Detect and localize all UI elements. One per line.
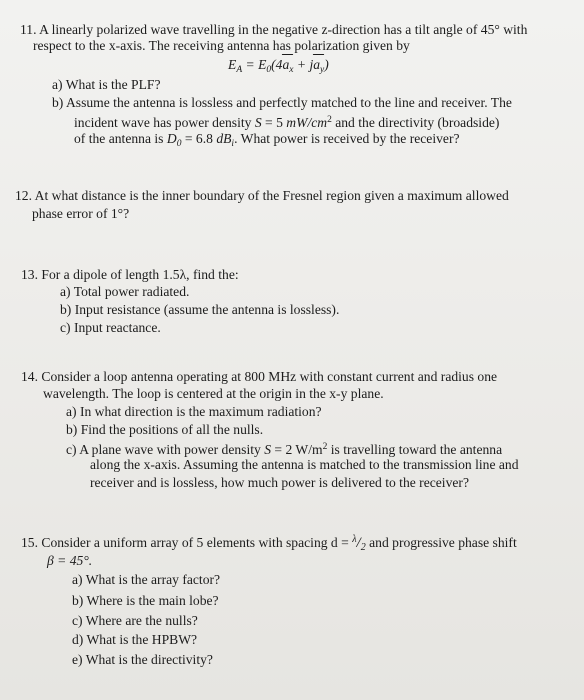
- q13-part-b: b) Input resistance (assume the antenna is lossless).: [60, 302, 340, 317]
- q13-part-c: c) Input reactance.: [60, 320, 161, 335]
- q14-part-b: b) Find the positions of all the nulls.: [66, 422, 264, 437]
- q15-part-e: e) What is the directivity?: [72, 652, 213, 667]
- q15-part-c: c) Where are the nulls?: [72, 613, 198, 628]
- q14-part-c-line-3: receiver and is lossless, how much power is delivered to the receiver?: [90, 475, 469, 490]
- q14-line-1: 14. Consider a loop antenna operating at 800 MHz with constant current and radius one: [21, 369, 498, 384]
- q11-part-b-line-3: of the antenna is $D_0 = 6.8$ $dB_i$. What power is received by the receiver?: [74, 131, 460, 149]
- q12-line-2: phase error of 1°?: [32, 206, 130, 221]
- q15-part-a: a) What is the array factor?: [72, 572, 221, 587]
- q12-line-1: 12. At what distance is the inner boundary of the Fresnel region given a maximum allowed: [15, 188, 509, 203]
- unit-vector-x: $a_x$: [282, 56, 293, 79]
- q11-part-b-line-2: incident wave has power density S = 5 $mW/cm^2$ and the directivity (broadside): [74, 115, 500, 130]
- q15-part-b: b) Where is the main lobe?: [72, 593, 219, 608]
- q15-part-d: d) What is the HPBW?: [72, 632, 198, 647]
- q11-part-a: a) What is the PLF?: [52, 77, 161, 92]
- lambda-over-two-fraction: $^\lambda/_2$: [352, 534, 366, 553]
- q13-part-a: a) Total power radiated.: [60, 284, 190, 299]
- q14-part-c-line-1: c) A plane wave with power density S = 2 $W/m^2$ is travelling toward the antenna: [66, 442, 503, 457]
- q14-line-2: wavelength. The loop is centered at the origin in the x-y plane.: [43, 386, 384, 401]
- q11-part-b-line-1: b) Assume the antenna is lossless and perfectly matched to the line and receiver. The: [52, 95, 512, 110]
- q15-phase-shift: β = 45°.: [47, 553, 93, 568]
- q14-part-a: a) In what direction is the maximum radiation?: [66, 404, 322, 419]
- q11-line-1: 11. A linearly polarized wave travelling in the negative z-direction has a tilt angle of 45° with: [20, 22, 528, 37]
- q13-line-1: 13. For a dipole of length 1.5λ, find the:: [21, 267, 239, 282]
- q11-polarization-equation: $E_A = E_0(4a_x + ja_y)$: [228, 56, 329, 79]
- q11-line-2: respect to the x-axis. The receiving antenna has polarization given by: [33, 38, 410, 53]
- q14-part-c-line-2: along the x-axis. Assuming the antenna is matched to the transmission line and: [90, 457, 519, 472]
- q15-line-1: 15. Consider a uniform array of 5 elements with spacing $d = ^\lambda/_2$ and progressive phase shift: [21, 531, 517, 556]
- unit-vector-y: $a_y$: [313, 56, 324, 79]
